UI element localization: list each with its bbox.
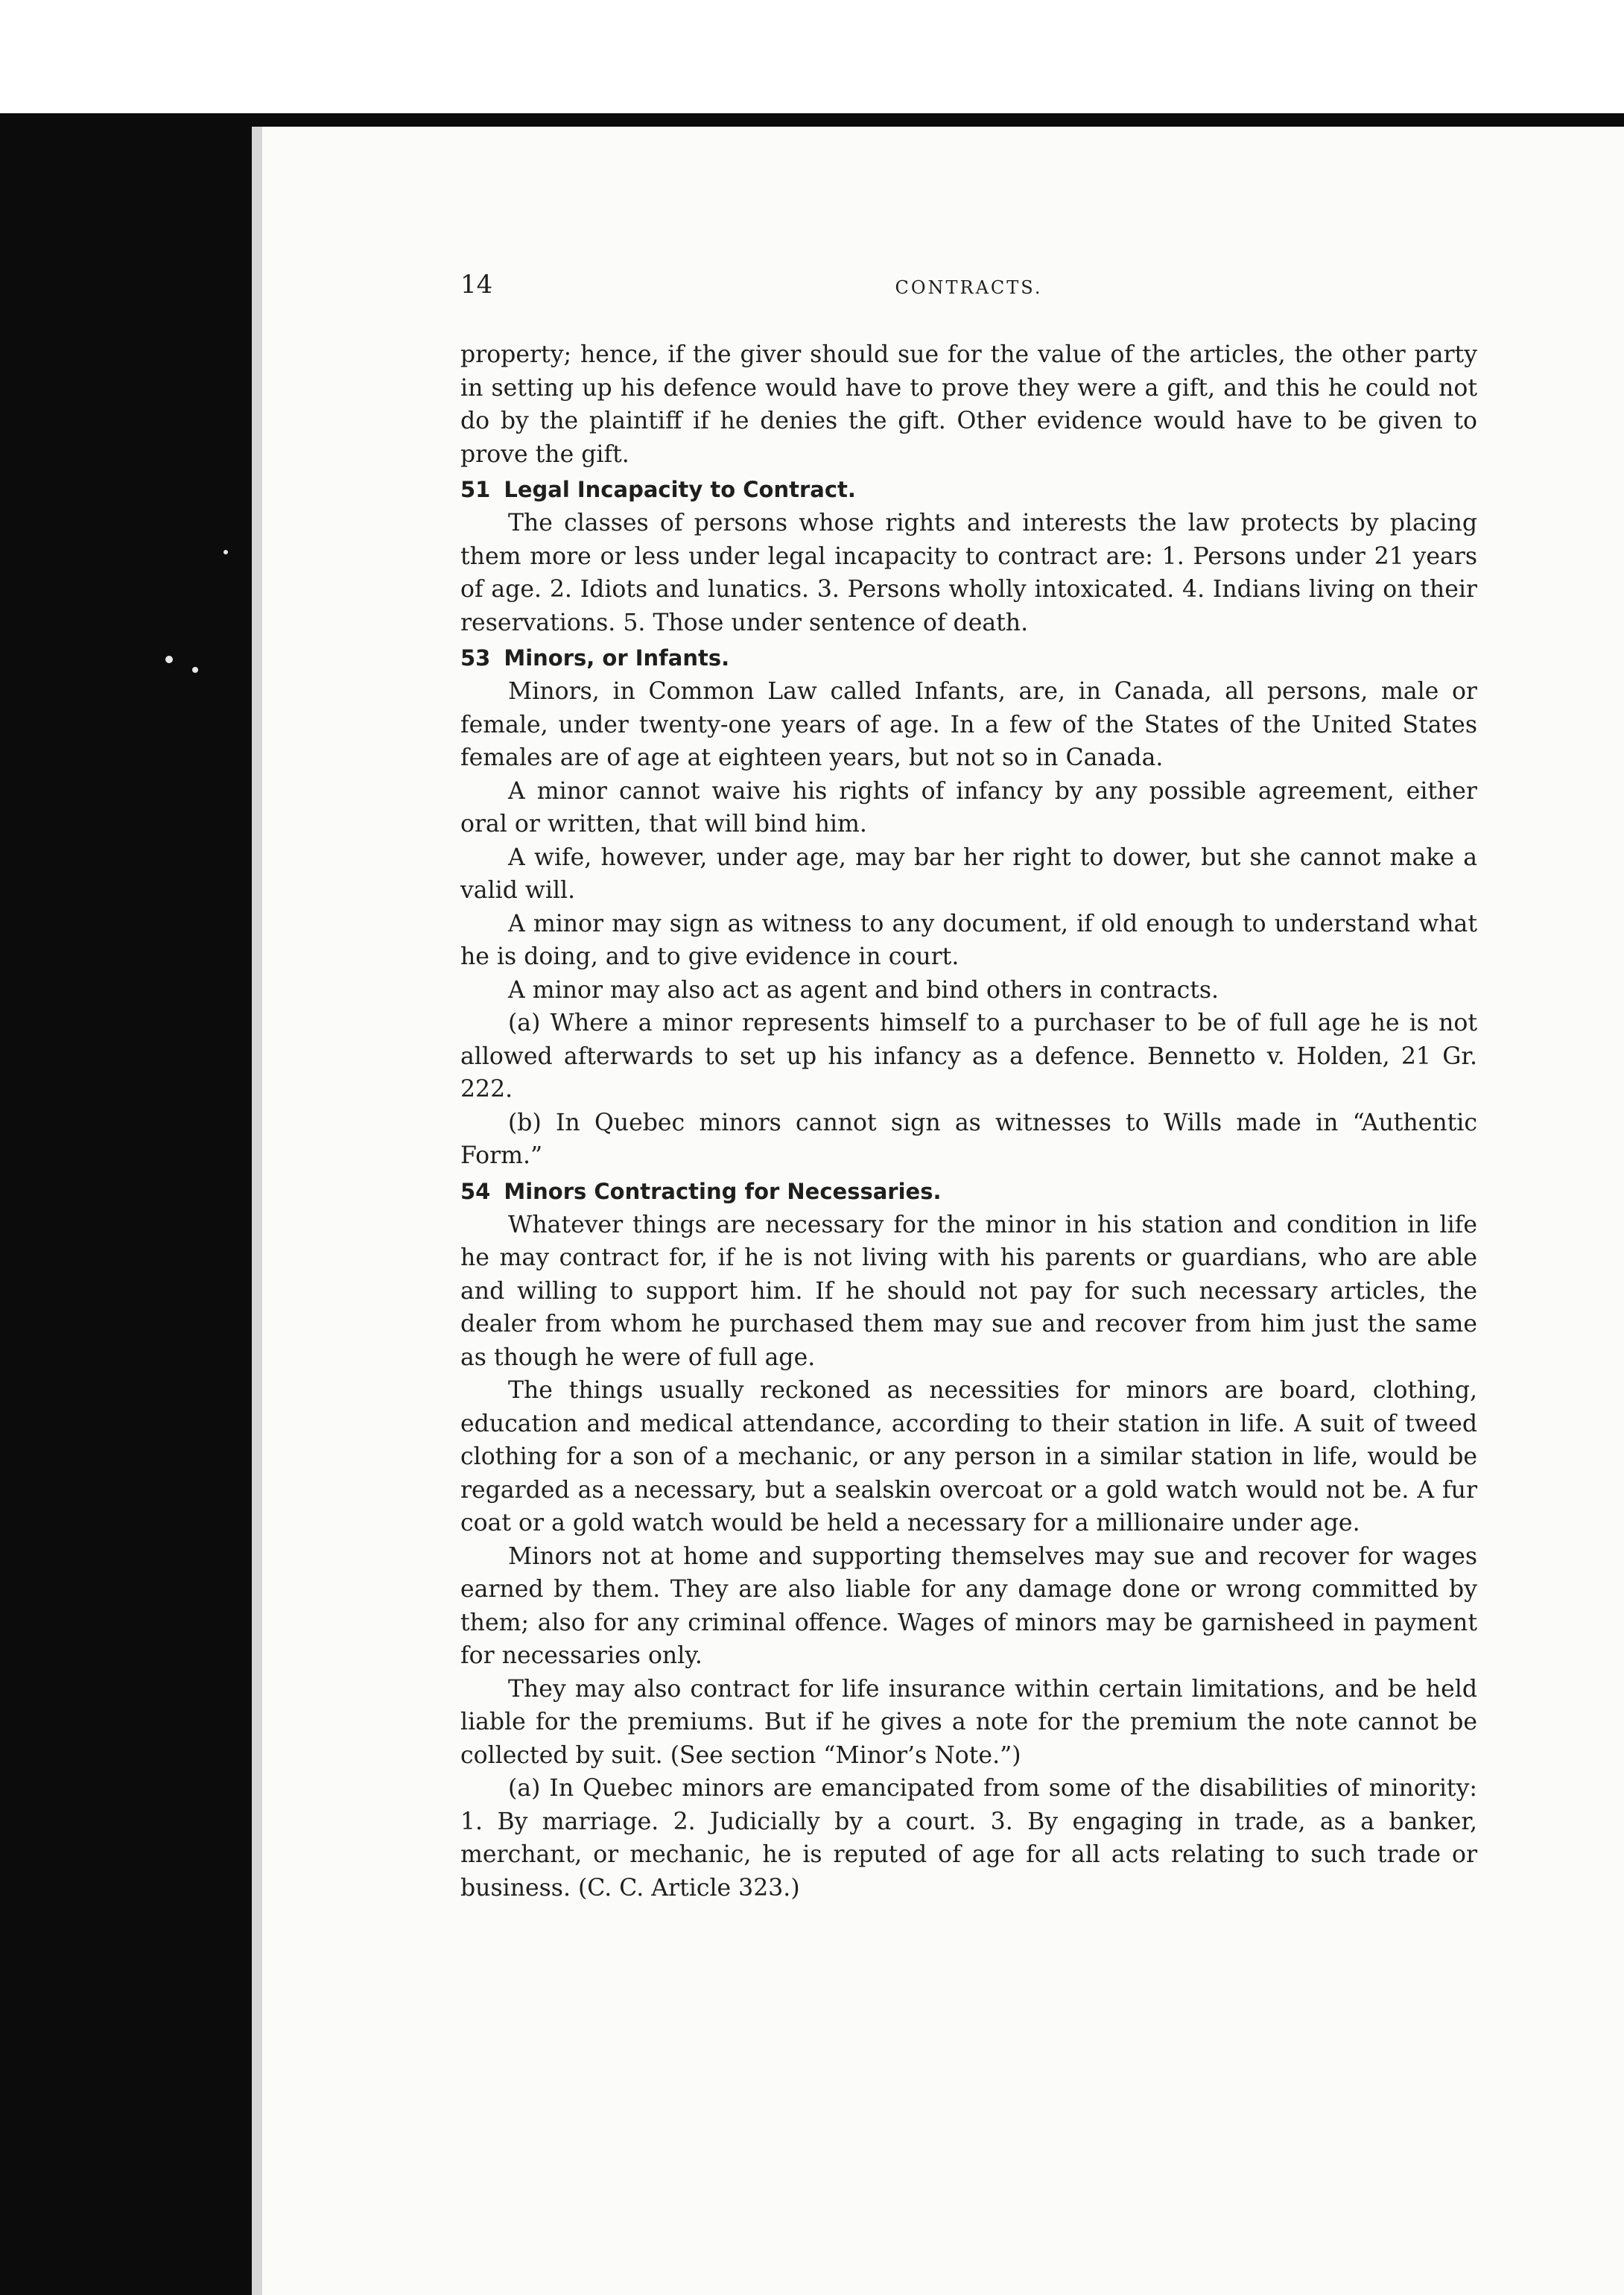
dust-speck bbox=[223, 550, 228, 554]
paragraph: (a) Where a minor represents himself to a purchaser to be of full age he is not allowed afterwards to set up his infancy as a defence. Bennetto v. Holden, 21 Gr. 222. bbox=[460, 1010, 1477, 1103]
paragraph: (b) In Quebec minors cannot sign as witnesses to Wills made in “Authentic Form.” bbox=[460, 1109, 1477, 1169]
paragraph: Whatever things are necessary for the minor in his station and condition in life he may contract for, if he is not living with his parents or guardians, who are able and willing to support him. If he should not pay for such necessary articles, the dealer from whom he purchased them may sue and recover from him just the same as though he were of full age. bbox=[460, 1211, 1477, 1371]
paragraph: A minor cannot waive his rights of infancy by any possible agreement, either oral or written, that will bind him. bbox=[460, 777, 1477, 838]
paragraph: They may also contract for life insurance within certain limitations, and be held liable for the premiums. But if he gives a note for the premium the note cannot be collected by suit. (See section “Minor’s Note.”) bbox=[460, 1675, 1477, 1769]
section-heading-51 bbox=[460, 472, 1477, 507]
section-title: Legal Incapacity to Contract. bbox=[504, 477, 856, 502]
section-title: Minors, or Infants. bbox=[504, 645, 730, 671]
page-number: 14 bbox=[460, 270, 493, 300]
running-header bbox=[460, 268, 1477, 306]
section-number: 53 bbox=[460, 645, 491, 671]
paragraph: A minor may also act as agent and bind others in contracts. bbox=[508, 976, 1219, 1004]
dust-speck bbox=[192, 667, 198, 673]
page-edge bbox=[252, 127, 262, 2295]
paragraph: A wife, however, under age, may bar her right to dower, but she cannot make a valid will. bbox=[460, 843, 1477, 904]
section-number: 54 bbox=[460, 1178, 491, 1204]
intro-paragraph: property; hence, if the giver should sue for the value of the articles, the other party in setting up his defence would have to prove they were a gift, and this he could not do by the plaintiff if he denies the gift. Other evidence would have to be given to prove the gift. bbox=[460, 341, 1477, 468]
paragraph: (a) In Quebec minors are emancipated from some of the disabilities of minority: 1. By marriage. 2. Judicially by a court. 3. By engaging in trade, as a banker, merchant, or mechanic, he is reputed of age for all acts relating to such trade or business. (C. C. Article 323.) bbox=[460, 1775, 1477, 1902]
paragraph: The classes of persons whose rights and interests the law protects by placing them more or less under legal incapacity to contract are: 1. Persons under 21 years of age. 2. Idiots and lunatics. 3. Persons wholly intoxicated. 4. Indians living on their reservations. 5. Those under sentence of death. bbox=[460, 510, 1477, 636]
section-title: Minors Contracting for Necessaries. bbox=[504, 1178, 942, 1204]
running-title: CONTRACTS. bbox=[895, 277, 1043, 298]
dust-speck bbox=[165, 656, 173, 663]
section-number: 51 bbox=[460, 477, 491, 502]
paragraph: Minors not at home and supporting themselves may sue and recover for wages earned by them. They are also liable for any damage done or wrong committed by them; also for any criminal offence. Wages of minors may be garnisheed in payment for necessaries only. bbox=[460, 1542, 1477, 1669]
section-heading-53 bbox=[460, 641, 1477, 675]
page-content bbox=[460, 268, 1477, 1905]
paragraph: A minor may sign as witness to any document, if old enough to understand what he is doing, and to give evidence in court. bbox=[460, 910, 1477, 970]
section-heading-54 bbox=[460, 1174, 1477, 1209]
paragraph: The things usually reckoned as necessities for minors are board, clothing, education and medical attendance, according to their station in life. A suit of tweed clothing for a son of a mechanic, or any person in a similar station in life, would be regarded as a necessary, but a sealskin overcoat or a gold watch would not be. A fur coat or a gold watch would be held a necessary for a millionaire under age. bbox=[460, 1377, 1477, 1536]
paragraph: Minors, in Common Law called Infants, are, in Canada, all persons, male or female, under twenty-one years of age. In a few of the States of the United States females are of age at eighteen years, but not so in Canada. bbox=[460, 678, 1477, 771]
